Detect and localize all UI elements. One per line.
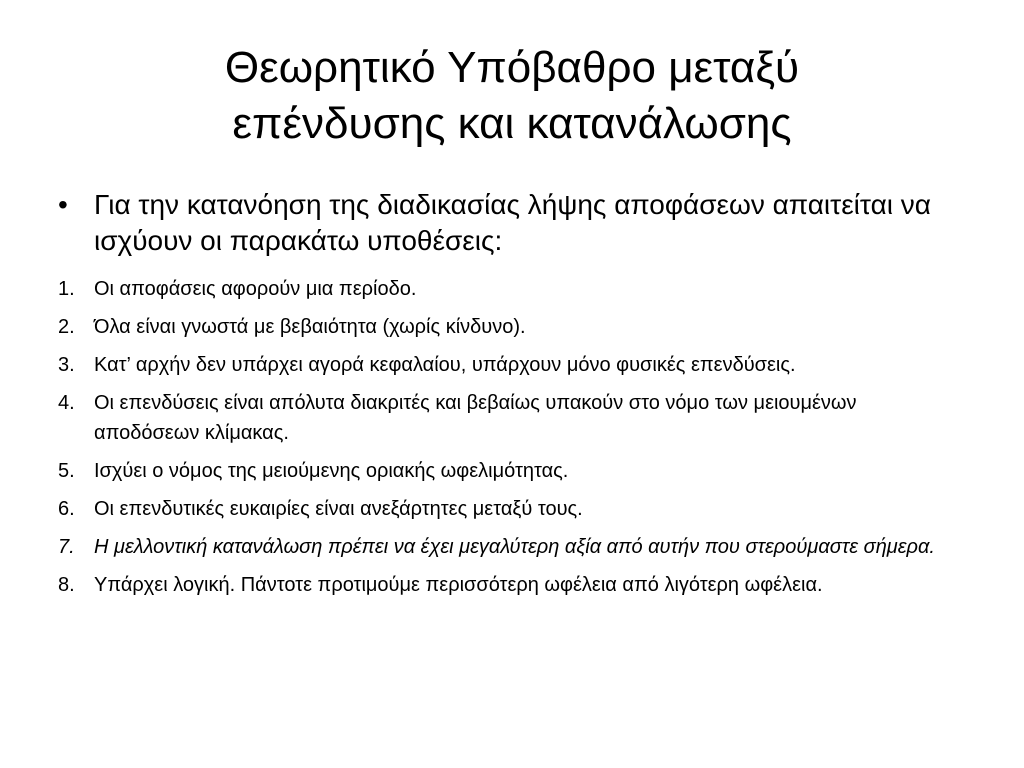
list-item-text: Η μελλοντική κατανάλωση πρέπει να έχει μεγαλύτερη αξία από αυτήν που στερούμαστε σήμερα. — [94, 536, 935, 558]
list-item-number: 6. — [58, 498, 75, 520]
list-item — [58, 312, 958, 342]
list-item-number: 2. — [58, 316, 75, 338]
list-item-number: 5. — [58, 460, 75, 482]
list-item — [58, 570, 958, 600]
list-item-number: 7. — [58, 536, 75, 558]
list-item-text: Όλα είναι γνωστά με βεβαιότητα (χωρίς κίνδυνο). — [94, 316, 526, 338]
slide-title — [60, 40, 964, 152]
list-item — [58, 274, 958, 304]
bullet-marker: • — [58, 189, 68, 220]
list-item-text: Κατ’ αρχήν δεν υπάρχει αγορά κεφαλαίου, υπάρχουν μόνο φυσικές επενδύσεις. — [94, 354, 796, 376]
list-item — [58, 494, 958, 524]
list-item — [58, 532, 958, 562]
list-item-text: Υπάρχει λογική. Πάντοτε προτιμούμε περισσότερη ωφέλεια από λιγότερη ωφέλεια. — [94, 574, 823, 596]
list-item-number: 3. — [58, 354, 75, 376]
list-item-number: 8. — [58, 574, 75, 596]
list-item-text: Ισχύει ο νόμος της μειούμενης οριακής ωφελιμότητας. — [94, 460, 569, 482]
title-line-1: Θεωρητικό Υπόβαθρο μεταξύ — [224, 43, 800, 92]
list-item — [58, 388, 958, 448]
title-line-2: επένδυσης και κατανάλωσης — [232, 99, 792, 148]
list-item-number: 1. — [58, 278, 75, 300]
list-item — [58, 350, 958, 380]
list-item — [58, 456, 958, 486]
assumptions-list — [58, 274, 958, 608]
list-item-text: Οι επενδύσεις είναι απόλυτα διακριτές και βεβαίως υπακούν στο νόμο των μειουμένων αποδόσεων κλίμακας. — [94, 392, 857, 444]
list-item-number: 4. — [58, 392, 75, 414]
list-item-text: Οι επενδυτικές ευκαιρίες είναι ανεξάρτητες μεταξύ τους. — [94, 498, 583, 520]
intro-bullet-text: Για την κατανόηση της διαδικασίας λήψης αποφάσεων απαιτείται να ισχύουν οι παρακάτω υποθέσεις: — [94, 189, 931, 256]
intro-bullet — [58, 187, 958, 259]
list-item-text: Οι αποφάσεις αφορούν μια περίοδο. — [94, 278, 417, 300]
